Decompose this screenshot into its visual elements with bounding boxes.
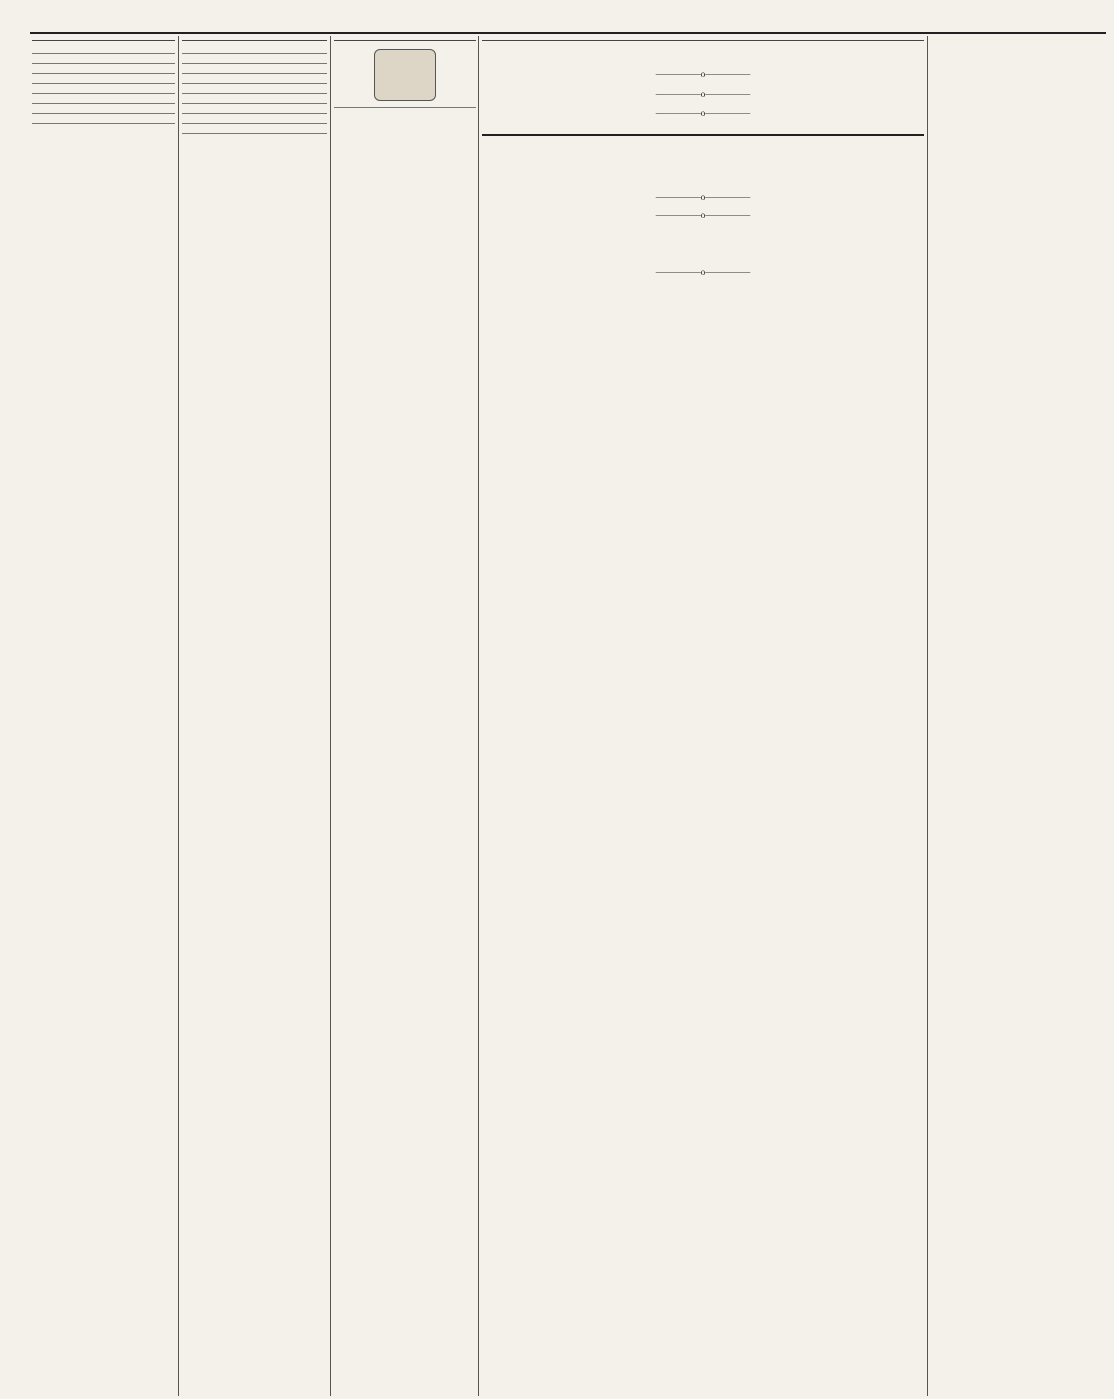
column-3 [334, 40, 476, 1395]
table-cell [844, 253, 864, 261]
column-rule [927, 36, 928, 1396]
table-header [864, 229, 884, 237]
table-row [482, 178, 924, 184]
table-cell [824, 237, 844, 245]
fancy-goods-ad [182, 104, 327, 114]
sims-notice [182, 134, 327, 143]
table-header [824, 229, 844, 237]
towns-table [482, 142, 924, 184]
column-1 [32, 40, 175, 1395]
mackay-ad [32, 94, 175, 104]
column-2 [182, 40, 327, 1395]
table-cell [482, 178, 629, 184]
table-cell [824, 253, 844, 261]
table-cell [844, 237, 864, 245]
table-cell [482, 245, 824, 253]
drapery-ad [182, 74, 327, 84]
table-cell [629, 178, 776, 184]
ad-heading [482, 134, 924, 136]
kissell-saddler-ad [334, 44, 476, 108]
pavitt-card [32, 74, 175, 84]
table-row [482, 253, 924, 261]
tobacco-ad [334, 108, 476, 117]
table-header [844, 229, 864, 237]
table-cell [864, 237, 884, 245]
potatoes-ad [182, 124, 327, 134]
shearing-ad [182, 94, 327, 104]
table-cell [482, 253, 824, 261]
agents-notice [32, 44, 175, 54]
valentines-ad [182, 114, 327, 124]
nzloan-ad [32, 104, 175, 114]
wards-ad [32, 124, 175, 133]
hams-ad [182, 54, 327, 64]
xmas-ad [182, 44, 327, 54]
column-rule [330, 36, 331, 1396]
column-rule [178, 36, 179, 1396]
top-rule [30, 32, 1106, 34]
boots-ad [32, 64, 175, 74]
table-cell [482, 237, 824, 245]
subscription-table [482, 229, 924, 261]
dairy-ad [182, 84, 327, 94]
column-heading [32, 40, 175, 41]
table-row [482, 229, 924, 237]
table-cell [864, 245, 884, 253]
table-cell [777, 178, 924, 184]
table-cell [864, 253, 884, 261]
jam-ad [182, 64, 327, 74]
table-row [482, 237, 924, 245]
column-heading [182, 40, 327, 41]
saddle-engraving [374, 49, 436, 101]
printing-office-ad: —————o————— —————o————— —————o————— —————o————— —————o————— —————o————— [482, 40, 924, 1395]
remedy-ad [32, 114, 175, 124]
table-cell [824, 245, 844, 253]
nixon-ad [32, 54, 175, 64]
column-rule [478, 36, 479, 1396]
lyttelton-ad [32, 84, 175, 94]
column-heading [334, 40, 476, 41]
column-heading [482, 40, 924, 41]
table-cell [844, 245, 864, 253]
table-row [482, 245, 924, 253]
